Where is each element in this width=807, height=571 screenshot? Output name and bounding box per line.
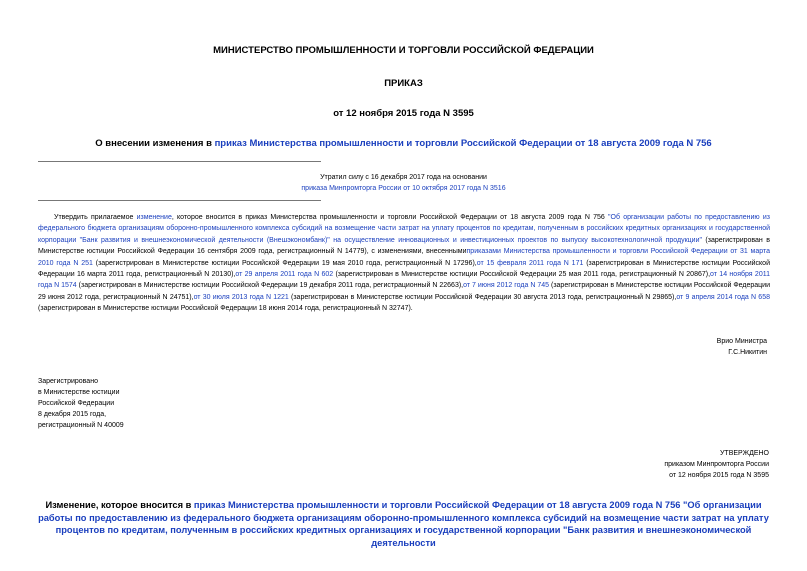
body-text-10: (зарегистрирован в Министерстве юстиции Российской Федерации 18 июня 2014 года, регистрационный N 32747). [38,305,413,313]
body-text-4: (зарегистрирован в Министерстве юстиции Российской Федерации 19 мая 2010 года, регистрационный N 17296), [92,259,477,267]
body-text-5: (зарегистрирован в Министерстве юстиции Российской Федерации 16 марта 2011 года, регистрационный N 20130), [38,259,770,279]
change-title [30,499,777,549]
body-link-order-745[interactable]: от 7 июня 2012 года N 745 [463,282,550,290]
body-link-order-602[interactable]: от 29 апреля 2011 года N 602 [235,271,334,279]
divider-top [38,161,321,162]
registration-line: в Министерстве юстиции [38,389,120,396]
body-text-2: , которое вносится в приказ Министерства промышленности и торговли Российской Федерации от 18 августа 2009 года N 756 [171,214,609,221]
document-type: ПРИКАЗ [384,78,423,89]
body-text-3: (зарегистрирован в Министерстве юстиции Российской Федерации 16 сентября 2009 года, регистрационный N 14779), с изменениями, внесенными [38,236,770,256]
document-date-number: от 12 ноября 2015 года N 3595 [333,108,474,119]
body-link-order-1221[interactable]: от 30 июля 2013 года N 1221 [193,293,289,301]
signature-block [567,336,767,358]
change-title-link[interactable]: приказ Министерства промышленности и торговли Российской Федерации от 18 августа 2009 года N 756 [193,500,681,510]
body-text-1: Утвердить прилагаемое [54,214,137,221]
lost-force-link-line [0,185,807,192]
body-link-order-1574[interactable]: от 14 ноября 2011 года N 1574 [38,271,770,290]
lost-force-note: Утратил силу с 16 декабря 2017 года на основании [320,174,487,181]
body-link-order-171[interactable]: от 15 февраля 2011 года N 171 [476,259,584,267]
body-text-7: (зарегистрирован в Министерстве юстиции Российской Федерации 19 декабря 2011 года, регистрационный N 22663), [76,282,464,290]
body-text-8: (зарегистрирован в Министерстве юстиции Российской Федерации 29 июня 2012 года, регистрационный N 24751), [38,282,771,301]
title-prefix: О внесении изменения в [95,138,215,149]
body-text-6: (зарегистрирован в Министерстве юстиции Российской Федерации 25 мая 2011 года, регистрационный N 20867), [333,271,711,279]
signer-name: Г.С.Никитин [728,349,767,356]
body-text-9: (зарегистрирован в Министерстве юстиции Российской Федерации 30 августа 2013 года, регистрационный N 29865), [288,293,677,301]
ministry-heading: МИНИСТЕРСТВО ПРОМЫШЛЕННОСТИ И ТОРГОВЛИ РОССИЙСКОЙ ФЕДЕРАЦИИ [213,45,594,56]
body-link-order-251[interactable]: приказами Министерства промышленности и торговли Российской Федерации от 31 марта 2010 года N 251 [38,248,770,267]
registration-line: Зарегистрировано [38,378,98,385]
body-link-order-title[interactable]: "Об организации работы по предоставлению из федерального бюджета организациям оборонно-промышленного комплекса субсидий на возмещение части затрат на уплату процентов по кредитам, полученным в российских кредитных организациях и государственной корпорации "Банк развития и внешнеэкономической деятельности (Внешэкономбанк)" на осуществление инновационных и инвестиционных проектов по выпуску высокотехнологичной продукции" [38,214,770,244]
change-title-rest: "Об организации работы по предоставлению из федерального бюджета организациям оборонно-промышленного комплекса субсидий на возмещение части затрат на уплату процентов по кредитам, полученным в российских кредитных организациях и государственной корпорации "Банк развития и внешнеэкономической деятельности [38,500,769,548]
document-title [0,138,807,149]
body-link-order-658[interactable]: от 9 апреля 2014 года N 658 [676,293,770,301]
body-link-change[interactable]: изменение [136,214,172,221]
change-title-prefix: Изменение, которое вносится в [45,500,194,510]
approved-line: от 12 ноября 2015 года N 3595 [669,472,769,479]
title-link[interactable]: приказ Министерства промышленности и торговли Российской Федерации от 18 августа 2009 года N 756 [214,138,712,149]
divider-bottom [38,200,321,201]
registration-block [38,376,238,431]
lost-force-link[interactable]: приказа Минпромторга России от 10 октября 2017 года N 3516 [301,185,506,192]
registration-line: регистрационный N 40009 [38,422,124,429]
approved-block [549,448,769,481]
approved-line: приказом Минпромторга России [664,461,769,468]
main-paragraph [38,212,770,315]
registration-line: 8 декабря 2015 года, [38,411,107,418]
approved-line: УТВЕРЖДЕНО [719,450,769,457]
signer-position: Врио Министра [716,338,767,345]
registration-line: Российской Федерации [38,400,115,407]
